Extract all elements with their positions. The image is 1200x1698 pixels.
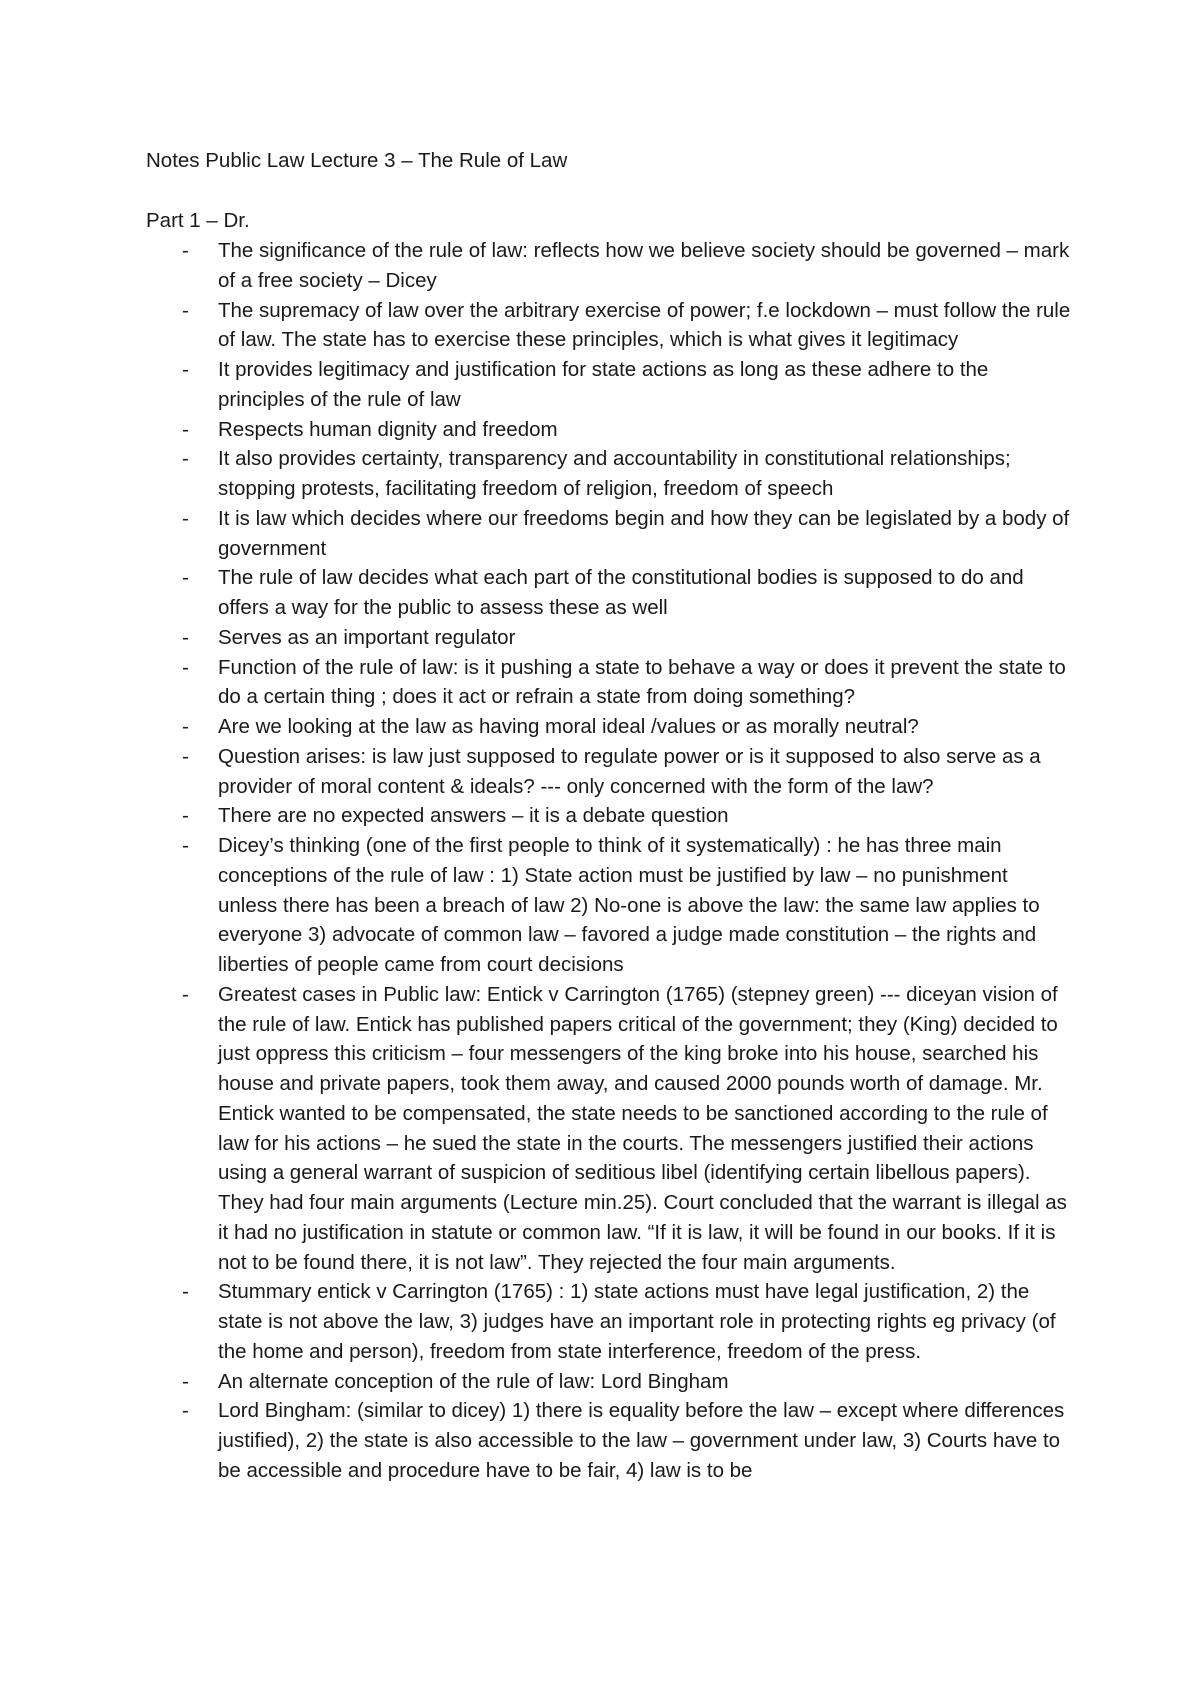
bullet-marker: - [182,417,189,441]
list-item [146,653,1071,713]
list-item [146,742,1071,802]
bullet-text: The supremacy of law over the arbitrary exercise of power; f.e lockdown – must follow the rule of law. The state has to exercise these principles, which is what gives it legitimacy [218,298,1071,352]
list-item [146,1396,1071,1485]
bullet-text: There are no expected answers – it is a debate question [218,804,729,828]
bullet-marker: - [182,1369,189,1393]
bullet-text: An alternate conception of the rule of law: Lord Bingham [218,1369,729,1393]
bullet-marker: - [182,804,189,828]
bullet-text: Are we looking at the law as having moral ideal /values or as morally neutral? [218,715,919,738]
list-item [146,355,1071,415]
bullet-text: It provides legitimacy and justification for state actions as long as these adhere to the principles of the rule of law [218,358,989,411]
list-item [146,801,1071,831]
list-item [146,504,1071,564]
bullet-text: It is law which decides where our freedoms begin and how they can be legislated by a body of government [218,506,1070,560]
bullet-text: The significance of the rule of law: reflects how we believe society should be governed – mark of a free society – Dicey [218,239,1070,292]
bullet-marker: - [182,625,189,649]
document-body [146,146,1071,1486]
list-item [146,236,1071,296]
bullet-text: Serves as an important regulator [218,625,516,649]
bullet-list [146,236,1071,1486]
list-item [146,980,1071,1278]
bullet-text: Function of the rule of law: is it pushing a state to behave a way or does it prevent the state to do a certain thing ; does it act or refrain a state from doing something? [218,655,1066,709]
bullet-marker: - [182,298,189,322]
bullet-marker: - [182,447,189,471]
part-heading: Part 1 – Dr. [146,209,250,232]
bullet-marker: - [182,715,189,738]
list-item [146,712,1071,742]
list-item [146,1277,1071,1366]
bullet-text: Dicey’s thinking (one of the first people to think of it systematically) : he has three main conceptions of the rule of law : 1) State action must be justified by law – no punishment unless there has been a breach of law 2) No-one is above the law: the same law applies to everyone 3) advocate of common law – favored a judge made constitution – the rights and liberties of people came from court decisions [218,834,1040,976]
bullet-marker: - [182,566,189,590]
bullet-marker: - [182,1280,189,1304]
bullet-marker: - [182,834,189,857]
bullet-marker: - [182,358,189,381]
bullet-text: Respects human dignity and freedom [218,417,558,441]
bullet-marker: - [182,1399,189,1423]
bullet-text: Lord Bingham: (similar to dicey) 1) there is equality before the law – except where differences justified), 2) the state is also accessible to the law – government under law, 3) Courts have to be accessible and procedure have to be fair, 4) law is to be [218,1399,1065,1482]
bullet-text: Greatest cases in Public law: Entick v Carrington (1765) (stepney green) --- diceyan vision of the rule of law. Entick has published papers critical of the government; they (King) decided to just oppress this criticism – four messengers of the king broke into his house, searched his house and private papers, took them away, and caused 2000 pounds worth of damage. Mr. Entick wanted to be compensated, the state needs to be sanctioned according to the rule of law for his actions – he sued the state in the courts. The messengers justified their actions using a general warrant of suspicion of seditious libel (identifying certain libellous papers). They had four main arguments (Lecture min.25). Court concluded that the warrant is illegal as it had no justification in statute or common law. “If it is law, it will be found in our books. If it is not to be found there, it is not law”. They rejected the four main arguments. [218,982,1067,1274]
bullet-marker: - [182,744,189,768]
bullet-marker: - [182,982,189,1006]
bullet-marker: - [182,655,189,679]
list-item [146,1367,1071,1397]
document-title: Notes Public Law Lecture 3 – The Rule of Law [146,149,568,172]
bullet-text: Stummary entick v Carrington (1765) : 1) state actions must have legal justification, 2) the state is not above the law, 3) judges have an important role in protecting rights eg privacy (of the home and person), freedom from state interference, freedom of the press. [218,1280,1056,1363]
bullet-marker: - [182,239,189,262]
bullet-text: It also provides certainty, transparency and accountability in constitutional relationships; stopping protests, facilitating freedom of religion, freedom of speech [218,447,1011,500]
list-item [146,831,1071,980]
bullet-marker: - [182,506,189,530]
bullet-text: Question arises: is law just supposed to regulate power or is it supposed to also serve as a provider of moral content & ideals? --- only concerned with the form of the law? [218,744,1041,798]
bullet-text: The rule of law decides what each part of the constitutional bodies is supposed to do and offers a way for the public to assess these as well [218,566,1024,619]
list-item [146,296,1071,356]
list-item [146,444,1071,504]
list-item [146,563,1071,623]
list-item [146,623,1071,653]
list-item [146,415,1071,445]
